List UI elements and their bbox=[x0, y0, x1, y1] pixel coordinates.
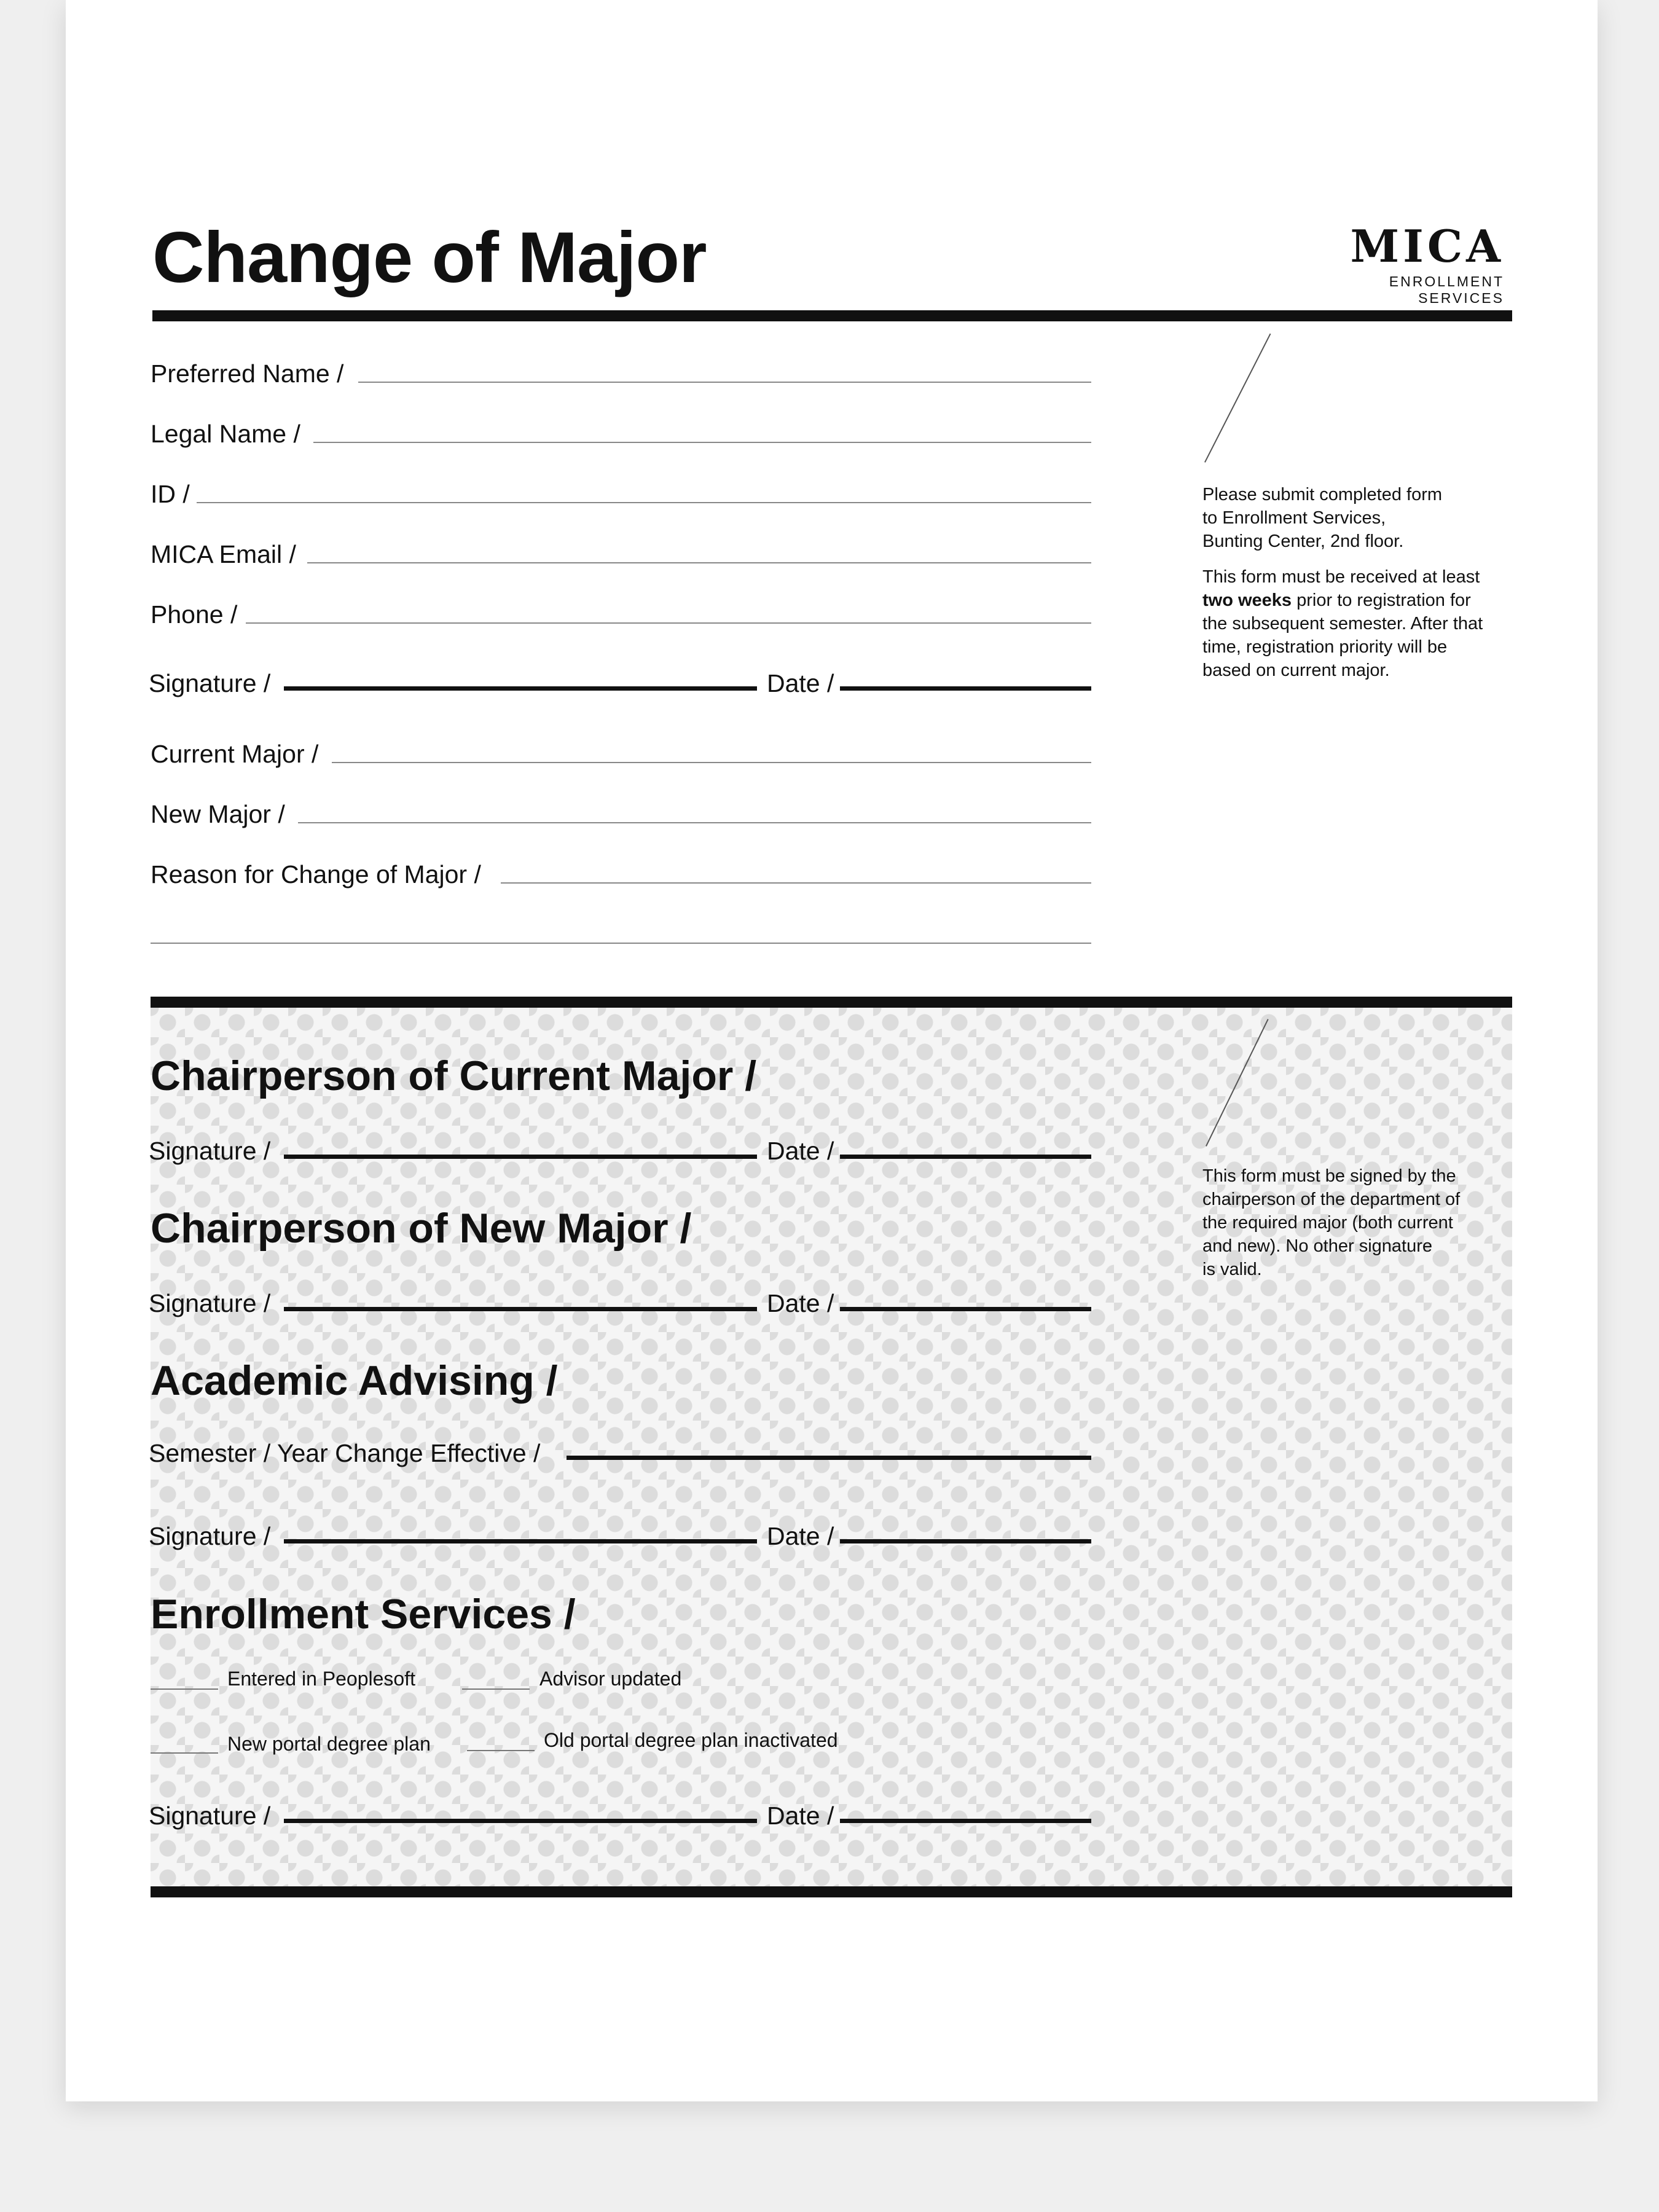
legal-name-label: Legal Name / bbox=[151, 420, 300, 448]
reason-label: Reason for Change of Major / bbox=[151, 860, 481, 888]
chair-current-signature-label: Signature / bbox=[149, 1137, 271, 1165]
signature-validity-note: This form must be signed by the chairperson of the department of the required major (both current and new). No other signature is valid. bbox=[1202, 1166, 1461, 1279]
current-major-field[interactable] bbox=[332, 762, 1091, 763]
mica-logo bbox=[1309, 220, 1504, 307]
semester-effective-field[interactable] bbox=[567, 1456, 1091, 1460]
advisor-check[interactable] bbox=[462, 1688, 530, 1690]
logo-subtitle: ENROLLMENT SERVICES bbox=[1389, 273, 1504, 306]
header-rule bbox=[152, 310, 1512, 321]
section-top-rule bbox=[151, 997, 1512, 1008]
enrollment-heading: Enrollment Services / bbox=[151, 1591, 576, 1637]
chair-current-date-label: Date / bbox=[767, 1137, 834, 1165]
chair-new-date-field[interactable] bbox=[840, 1307, 1091, 1311]
new-plan-check[interactable] bbox=[151, 1752, 218, 1754]
email-field[interactable] bbox=[307, 562, 1091, 563]
date-field[interactable] bbox=[840, 686, 1091, 691]
new-major-label: New Major / bbox=[151, 800, 285, 828]
advisor-label: Advisor updated bbox=[539, 1668, 682, 1690]
email-label: MICA Email / bbox=[151, 540, 296, 568]
peoplesoft-label: Entered in Peoplesoft bbox=[227, 1668, 415, 1690]
old-plan-check[interactable] bbox=[467, 1750, 535, 1751]
id-field[interactable] bbox=[197, 502, 1091, 503]
enrollment-signature-label: Signature / bbox=[149, 1802, 271, 1830]
deadline-line: two weeks prior to registration for bbox=[1202, 590, 1471, 610]
enrollment-date-label: Date / bbox=[767, 1802, 834, 1830]
section-bottom-rule bbox=[151, 1886, 1512, 1897]
chair-current-signature-field[interactable] bbox=[284, 1155, 757, 1159]
advising-signature-label: Signature / bbox=[149, 1522, 271, 1550]
preferred-name-field[interactable] bbox=[358, 382, 1091, 383]
peoplesoft-check[interactable] bbox=[151, 1688, 218, 1690]
legal-name-field[interactable] bbox=[313, 442, 1091, 443]
phone-field[interactable] bbox=[246, 622, 1091, 624]
enrollment-date-field[interactable] bbox=[840, 1819, 1091, 1823]
chair-new-signature-label: Signature / bbox=[149, 1289, 271, 1317]
chair-current-heading: Chairperson of Current Major / bbox=[151, 1053, 757, 1099]
preferred-name-label: Preferred Name / bbox=[151, 359, 344, 388]
submission-note: Please submit completed form to Enrollment Services, Bunting Center, 2nd floor. This form must be received at least two weeks prior to registration for the subsequent semester. After that time, registration priority will be based on current major. bbox=[1202, 485, 1483, 680]
signature-field[interactable] bbox=[284, 686, 757, 691]
reason-field[interactable] bbox=[501, 882, 1091, 884]
signature-label: Signature / bbox=[149, 669, 271, 697]
date-label: Date / bbox=[767, 669, 834, 697]
advising-signature-field[interactable] bbox=[284, 1539, 757, 1543]
advising-heading: Academic Advising / bbox=[151, 1357, 558, 1404]
chair-new-heading: Chairperson of New Major / bbox=[151, 1205, 692, 1252]
chair-current-date-field[interactable] bbox=[840, 1155, 1091, 1159]
advising-date-label: Date / bbox=[767, 1522, 834, 1550]
enrollment-signature-field[interactable] bbox=[284, 1819, 757, 1823]
old-plan-label: Old portal degree plan inactivated bbox=[544, 1729, 838, 1751]
new-plan-label: New portal degree plan bbox=[227, 1733, 431, 1755]
phone-label: Phone / bbox=[151, 600, 238, 629]
reason-field-line-2[interactable] bbox=[151, 943, 1091, 944]
deadline-emphasis: two weeks bbox=[1202, 590, 1292, 610]
id-label: ID / bbox=[151, 480, 190, 508]
page-title: Change of Major bbox=[152, 217, 707, 297]
advising-date-field[interactable] bbox=[840, 1539, 1091, 1543]
current-major-label: Current Major / bbox=[151, 740, 319, 768]
new-major-field[interactable] bbox=[298, 822, 1091, 823]
chair-new-signature-field[interactable] bbox=[284, 1307, 757, 1311]
chair-new-date-label: Date / bbox=[767, 1289, 834, 1317]
semester-effective-label: Semester / Year Change Effective / bbox=[149, 1439, 541, 1467]
logo-mark: MICA bbox=[1350, 220, 1504, 272]
